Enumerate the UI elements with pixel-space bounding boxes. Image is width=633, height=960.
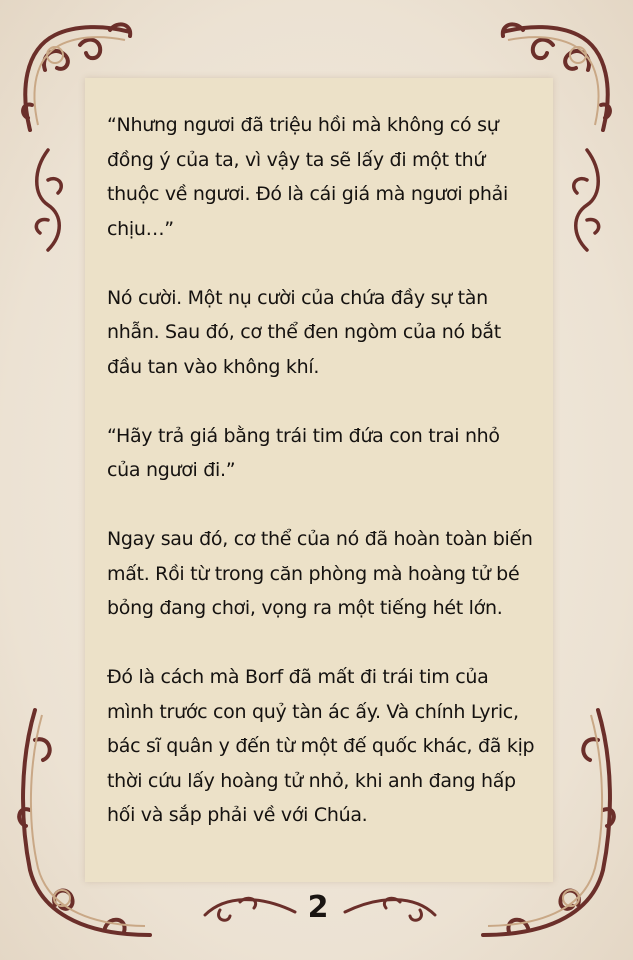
ornament-left-side xyxy=(18,145,78,255)
paragraph: Nó cười. Một nụ cười của chứa đầy sự tàn nhẫn. Sau đó, cơ thể đen ngòm của nó bắt đầu tan vào không khí. xyxy=(107,286,501,378)
paragraph: Đó là cách mà Borf đã mất đi trái tim của mình trước con quỷ tàn ác ấy. Và chính Lyric, bác sĩ quân y đến từ một đế quốc khác, đã kịp thời cứu lấy hoàng tử nhỏ, khi anh đang hấp hối và sắp phải về với Chúa. xyxy=(107,666,535,826)
ornament-bottom-center-left xyxy=(200,890,300,930)
paragraph: Ngay sau đó, cơ thể của nó đã hoàn toàn biến mất. Rồi từ trong căn phòng mà hoàng tử bé bỏng đang chơi, vọng ra một tiếng hét lớn. xyxy=(107,528,533,619)
page-number: 2 xyxy=(307,890,329,925)
paragraph: “Hãy trả giá bằng trái tim đứa con trai nhỏ của ngươi đi.” xyxy=(107,424,500,481)
paragraph: “Nhưng ngươi đã triệu hồi mà không có sự đồng ý của ta, vì vậy ta sẽ lấy đi một thứ thuộc về ngươi. Đó là cái giá mà ngươi phải chịu…” xyxy=(107,114,508,240)
story-text xyxy=(107,108,537,867)
ornament-bottom-center-right xyxy=(340,890,440,930)
ornament-right-side xyxy=(557,145,617,255)
